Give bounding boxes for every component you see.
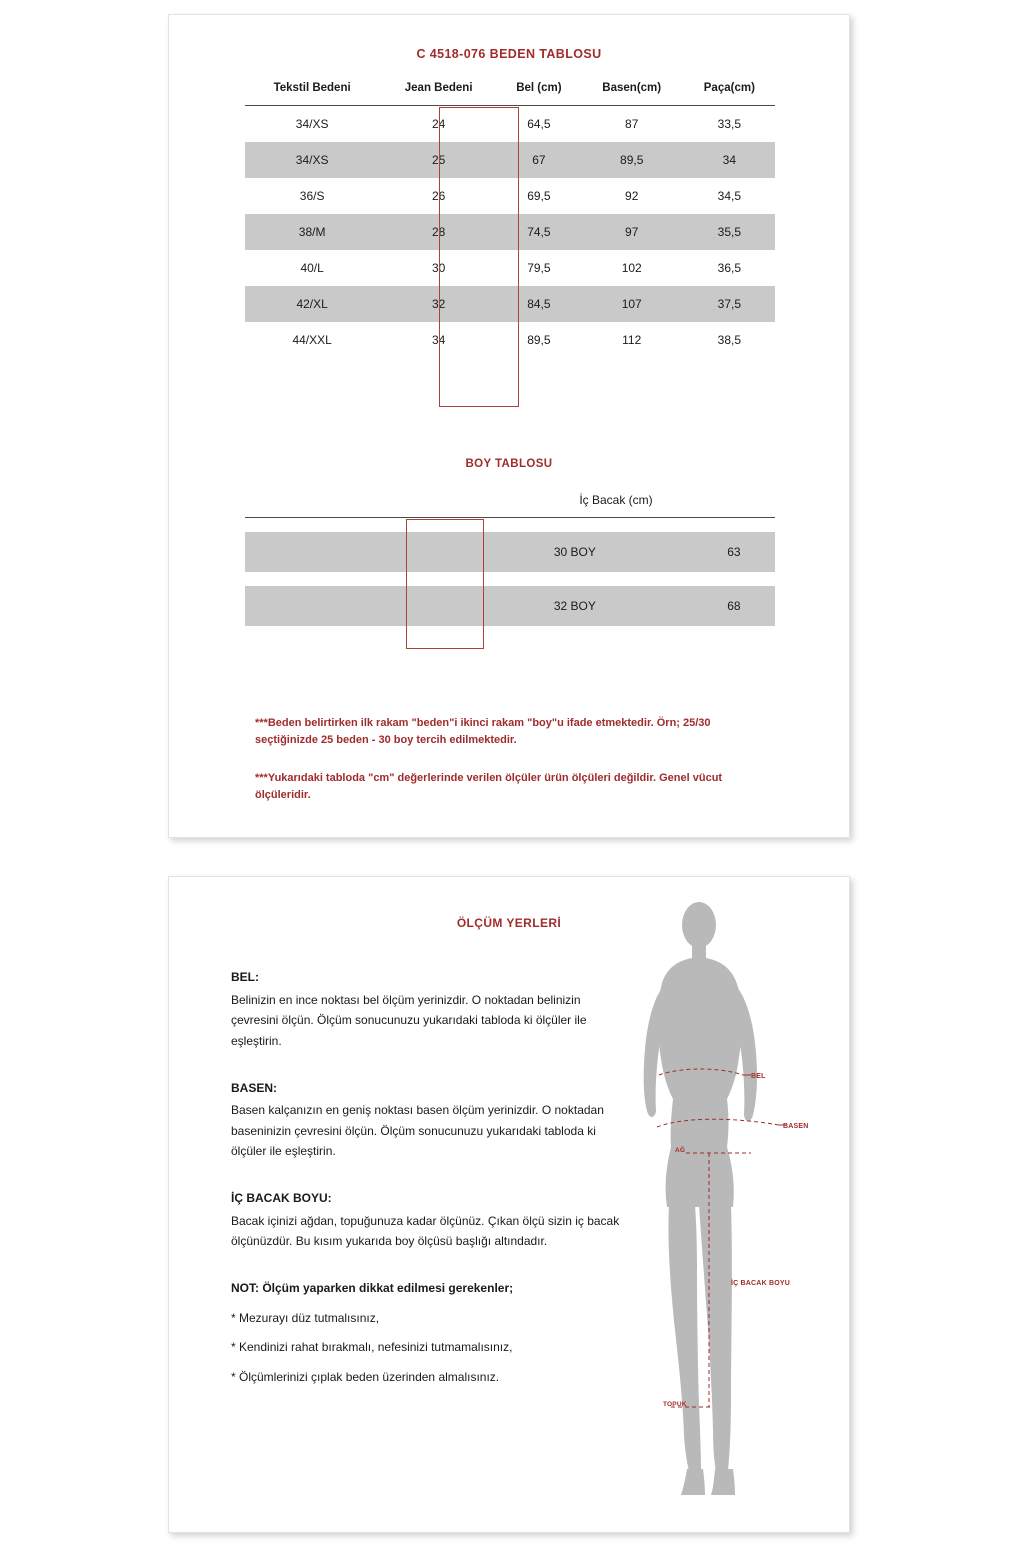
cell-jean: 26 xyxy=(431,188,446,203)
cell-tekstil: 36/S xyxy=(299,188,325,203)
measurement-guide-card xyxy=(168,876,850,1533)
cell-basen: 89,5 xyxy=(580,142,684,178)
cell-basen: 92 xyxy=(625,188,639,203)
size-table xyxy=(245,75,775,358)
size-table-header-row xyxy=(245,75,775,106)
boy-table-title: BOY TABLOSU xyxy=(465,458,553,470)
cell-jean: 25 xyxy=(379,142,498,178)
cell-bel: 64,5 xyxy=(527,117,551,132)
table-row xyxy=(245,286,775,322)
cell-paca: 33,5 xyxy=(717,117,742,132)
size-note-secondary: ***Yukarıdaki tabloda "cm" değerlerinde verilen ölçüler ürün ölçüleri değildir. Genel vücut ölçüleridir. xyxy=(255,772,723,802)
cell-bel: 69,5 xyxy=(527,188,551,203)
col-header-paca xyxy=(684,75,775,106)
col-header-bel xyxy=(498,75,580,106)
boy-col-header-empty xyxy=(245,487,457,518)
table-row xyxy=(245,106,775,142)
cell-paca: 35,5 xyxy=(684,214,775,250)
cell-tekstil: 38/M xyxy=(245,214,379,250)
cell-jean: 30 xyxy=(431,260,446,275)
cell-paca: 34 xyxy=(684,142,775,178)
cell-paca: 37,5 xyxy=(684,286,775,322)
table-row xyxy=(245,178,775,214)
section-heading-basen: BASEN: xyxy=(231,1080,278,1095)
table-row xyxy=(245,586,775,626)
boy-col-header-icbacak: İç Bacak (cm) xyxy=(457,487,775,518)
boy-cell-empty xyxy=(245,532,457,572)
section-heading-icbacak: İÇ BACAK BOYU: xyxy=(231,1191,332,1205)
cell-jean: 24 xyxy=(431,117,446,132)
measurement-guide-title: ÖLÇÜM YERLERİ xyxy=(456,916,562,930)
table-row xyxy=(245,532,775,572)
spacer-cell xyxy=(457,518,693,532)
section-heading-bel: BEL: xyxy=(231,970,259,984)
col-header-jean xyxy=(379,75,498,106)
cell-basen: 87 xyxy=(625,117,639,132)
figure-label-basen: BASEN xyxy=(783,1123,809,1130)
spacer-cell xyxy=(693,518,775,532)
size-note-primary: ***Beden belirtirken ilk rakam "beden"i ikinci rakam "boy"u ifade etmektedir. Örn; 25/30 seçtiğinizde 25 beden - 30 boy tercih edilmektedir. xyxy=(255,717,711,747)
note-item: * Kendinizi rahat bırakmalı, nefesinizi tutmamalısınız, xyxy=(231,1340,513,1355)
cell-tekstil: 40/L xyxy=(300,260,324,275)
cell-bel: 89,5 xyxy=(527,332,551,347)
cell-jean: 28 xyxy=(379,214,498,250)
cell-basen: 102 xyxy=(621,260,642,275)
boy-table-spacer xyxy=(245,518,775,532)
boy-cell-value: 63 xyxy=(693,532,775,572)
col-header-basen xyxy=(580,75,684,106)
cell-tekstil: 34/XS xyxy=(295,117,329,132)
cell-paca: 36,5 xyxy=(717,260,742,275)
cell-jean: 32 xyxy=(379,286,498,322)
section-body-bel: Belinizin en ince noktası bel ölçüm yerinizdir. O noktadan belinizin çevresini ölçün. Ölçüm sonucunuzu yukarıdaki tabloda ki ölçüler ile eşleştirin. xyxy=(231,992,587,1048)
cell-bel: 84,5 xyxy=(498,286,580,322)
boy-table xyxy=(245,487,775,626)
note-item: * Mezurayı düz tutmalısınız, xyxy=(231,1310,380,1325)
table-row xyxy=(245,142,775,178)
cell-basen: 112 xyxy=(622,332,642,347)
col-header-basen-label: Basen(cm) xyxy=(602,82,662,94)
body-figure-diagram xyxy=(591,895,841,1515)
cell-tekstil: 44/XXL xyxy=(292,332,332,347)
figure-label-icbacak: İÇ BACAK BOYU xyxy=(731,1280,790,1287)
boy-table-spacer xyxy=(245,572,775,586)
col-header-bel-label: Bel (cm) xyxy=(516,82,562,94)
figure-label-ag: AĞ xyxy=(675,1147,686,1154)
figure-label-bel: BEL xyxy=(751,1073,766,1080)
boy-cell-empty xyxy=(245,586,457,626)
size-chart-title: C 4518-076 BEDEN TABLOSU xyxy=(416,47,602,61)
note-item: * Ölçümlerinizi çıplak beden üzerinden almalısınız. xyxy=(231,1369,500,1384)
boy-cell-label: 30 BOY xyxy=(457,532,693,572)
section-body-icbacak: Bacak içinizi ağdan, topuğunuza kadar ölçünüz. Çıkan ölçü sizin iç bacak ölçünüzdür. Bu kısım yukarıda boy ölçüsü başlığı altındadır. xyxy=(231,1213,620,1249)
cell-bel: 67 xyxy=(498,142,580,178)
female-body-silhouette-icon xyxy=(591,895,841,1515)
boy-table-header-row xyxy=(245,487,775,518)
table-row xyxy=(245,214,775,250)
measurement-instructions xyxy=(231,967,631,1396)
table-row xyxy=(245,250,775,286)
table-row xyxy=(245,322,775,358)
measurement-notes xyxy=(231,1278,631,1388)
cell-basen: 97 xyxy=(580,214,684,250)
spacer-cell xyxy=(245,572,457,586)
spacer-cell xyxy=(245,518,457,532)
cell-paca: 34,5 xyxy=(717,188,742,203)
boy-cell-label: 32 BOY xyxy=(457,586,693,626)
figure-label-topuk: TOPUK xyxy=(663,1401,687,1408)
cell-paca: 38,5 xyxy=(717,332,742,347)
notes-heading: NOT: Ölçüm yaparken dikkat edilmesi gerekenler; xyxy=(231,1280,514,1295)
cell-basen: 107 xyxy=(580,286,684,322)
cell-tekstil: 42/XL xyxy=(245,286,379,322)
size-chart-card xyxy=(168,14,850,838)
cell-jean: 34 xyxy=(431,332,446,347)
col-header-jean-label: Jean Bedeni xyxy=(404,82,473,94)
col-header-tekstil-label: Tekstil Bedeni xyxy=(273,82,351,94)
spacer-cell xyxy=(457,572,693,586)
col-header-paca-label: Paça(cm) xyxy=(703,82,755,94)
cell-tekstil: 34/XS xyxy=(245,142,379,178)
cell-bel: 79,5 xyxy=(527,260,551,275)
cell-bel: 74,5 xyxy=(498,214,580,250)
spacer-cell xyxy=(693,572,775,586)
boy-cell-value: 68 xyxy=(693,586,775,626)
col-header-tekstil xyxy=(245,75,379,106)
section-body-basen: Basen kalçanızın en geniş noktası basen ölçüm yerinizdir. O noktadan baseninizin çevresini ölçün. Ölçüm sonucunuzu yukarıdaki tabloda ki ölçüler ile eşleştirin. xyxy=(231,1103,604,1159)
